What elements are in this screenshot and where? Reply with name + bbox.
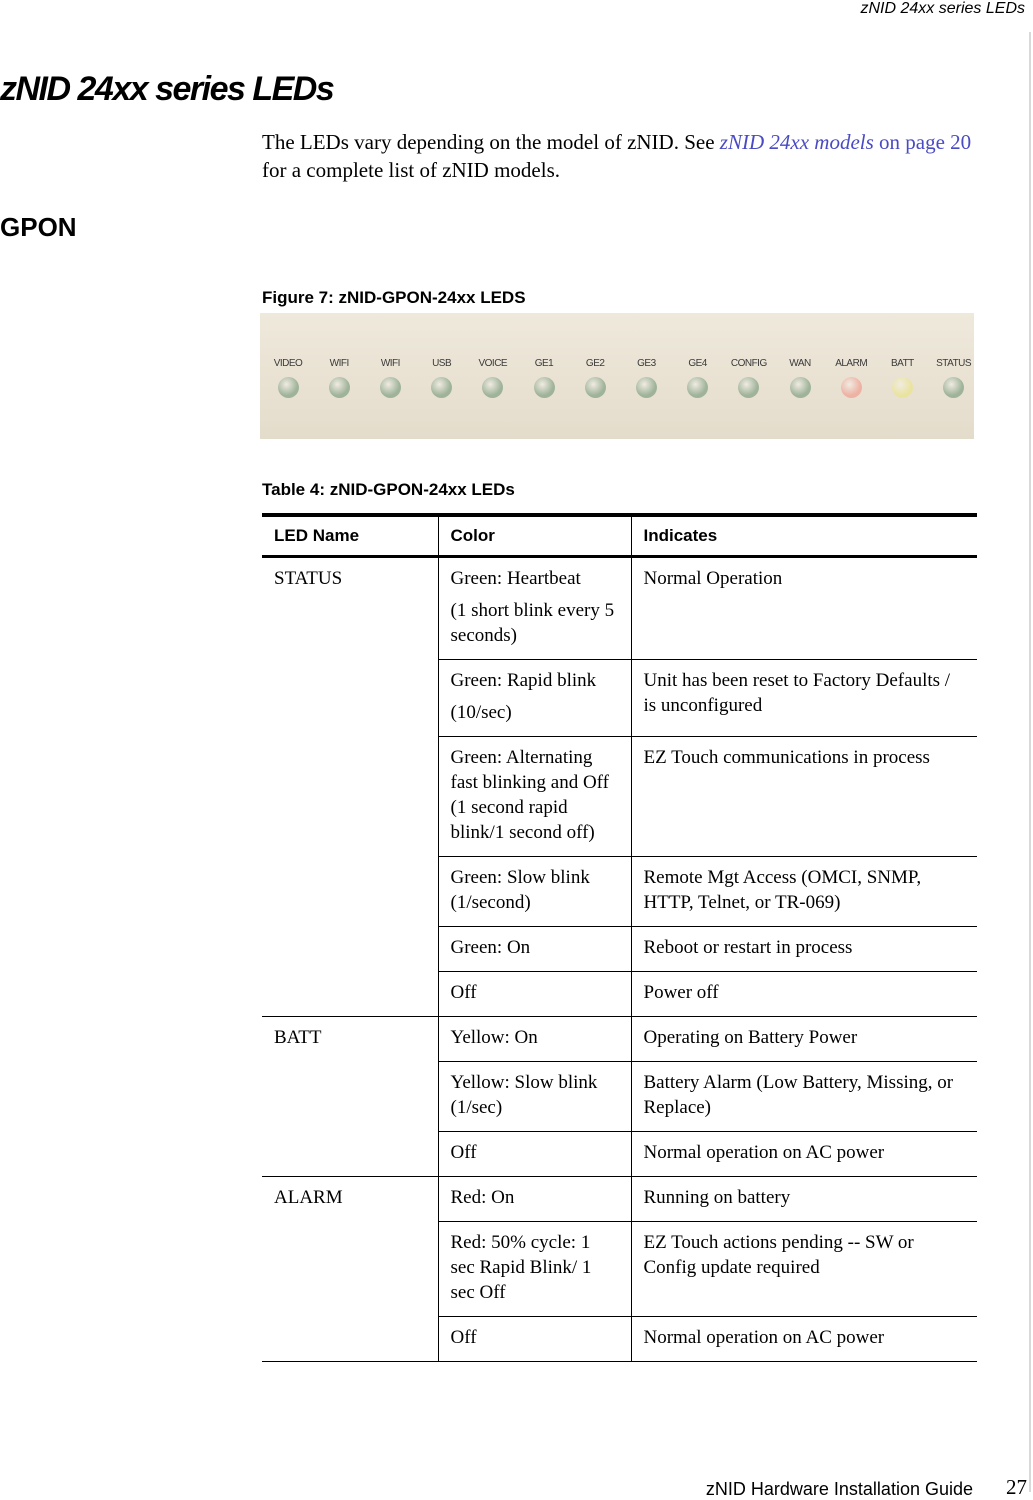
indicates-cell: Normal operation on AC power [631,1132,977,1177]
table-row [262,557,977,660]
led-label: GE3 [637,358,656,369]
color-cell [438,1017,631,1062]
led-name-cell: ALARM [262,1177,438,1362]
led-light-icon [585,377,606,398]
led-label: CONFIG [730,358,767,369]
models-link-title: zNID 24xx models [719,130,874,154]
color-text: Red: On [450,1187,515,1208]
color-text: Yellow: Slow blink (1/sec) [450,1072,598,1118]
table-header-row [262,515,977,557]
led-light-icon [790,377,811,398]
led-light-icon [892,377,913,398]
led-light-icon [943,377,964,398]
table-row [262,1177,977,1222]
intro-text-before: The LEDs vary depending on the model of zNID. See [262,130,720,154]
led-light-icon [431,377,452,398]
color-cell [438,737,631,857]
led-light-icon [738,377,759,398]
color-cell [438,857,631,927]
color-text: Green: Heartbeat [450,568,581,589]
indicates-cell: Power off [631,972,977,1017]
color-note: (10/sec) [450,702,512,723]
color-text: Green: Alternating fast blinking and Off (1 second rapid blink/1 second off) [450,747,609,843]
color-cell [438,660,631,737]
led-label: WIFI [380,358,400,369]
indicates-cell: Operating on Battery Power [631,1017,977,1062]
led-label: GE1 [534,358,554,369]
led-light-icon [380,377,401,398]
color-text: Off [450,1327,477,1348]
led-label: GE2 [585,358,605,369]
page-number: 27 [1006,1475,1027,1499]
indicates-cell: Running on battery [631,1177,977,1222]
footer-guide-title: zNID Hardware Installation Guide [705,1479,973,1499]
color-cell [438,972,631,1017]
led-name-cell: BATT [262,1017,438,1177]
led-label: ALARM [835,358,868,369]
table-row [262,1017,977,1062]
indicates-cell: Remote Mgt Access (OMCI, SNMP, HTTP, Telnet, or TR-069) [631,857,977,927]
table-caption: Table 4: zNID-GPON-24xx LEDs [262,480,515,499]
indicates-cell: Normal Operation [631,557,977,660]
led-light-icon [636,377,657,398]
color-text: Green: On [450,937,531,958]
gpon-heading: GPON [0,212,77,242]
color-text: Off [450,1142,477,1163]
color-text: Yellow: On [450,1027,538,1048]
color-text: Green: Rapid blink [450,670,597,691]
color-note: (1 short blink every 5 seconds) [450,600,615,646]
intro-text-after: for a complete list of zNID models. [262,158,560,182]
led-label: VIDEO [273,358,303,369]
led-label: GE4 [688,358,707,369]
led-label: USB [432,358,452,369]
led-label: BATT [890,358,914,369]
led-label: WIFI [329,358,349,369]
figure-caption: Figure 7: zNID-GPON-24xx LEDS [262,288,526,307]
header-color: Color [438,515,631,557]
color-cell [438,1177,631,1222]
header-indicates: Indicates [631,515,977,557]
led-light-icon [841,377,862,398]
led-table [262,513,977,1362]
page-edge-rule [1029,32,1031,1492]
led-indicator [924,358,984,398]
led-light-icon [278,377,299,398]
color-cell [438,927,631,972]
indicates-cell: Battery Alarm (Low Battery, Missing, or Replace) [631,1062,977,1132]
led-label: VOICE [478,358,508,369]
color-cell [438,557,631,660]
models-link-page: on page 20 [873,130,972,154]
indicates-cell: Normal operation on AC power [631,1317,977,1362]
led-label: STATUS [936,358,972,369]
header-led-name: LED Name [262,515,438,557]
page-title: zNID 24xx series LEDs [0,70,334,108]
running-header: zNID 24xx series LEDs [860,0,1025,17]
color-cell [438,1132,631,1177]
led-panel-photo [260,313,974,439]
led-light-icon [687,377,708,398]
indicates-cell: Reboot or restart in process [631,927,977,972]
led-label: WAN [789,358,811,369]
models-cross-reference-link[interactable] [720,130,971,154]
color-cell [438,1062,631,1132]
led-name-cell: STATUS [262,557,438,1017]
led-light-icon [534,377,555,398]
color-text: Off [450,982,477,1003]
color-cell [438,1317,631,1362]
led-light-icon [482,377,503,398]
indicates-cell: EZ Touch actions pending -- SW or Config update required [631,1222,977,1317]
led-light-icon [329,377,350,398]
color-cell [438,1222,631,1317]
intro-paragraph [262,128,982,184]
indicates-cell: EZ Touch communications in process [631,737,977,857]
indicates-cell: Unit has been reset to Factory Defaults / is unconfigured [631,660,977,737]
color-text: Red: 50% cycle: 1 sec Rapid Blink/ 1 sec Off [450,1232,592,1303]
color-text: Green: Slow blink (1/second) [450,867,590,913]
